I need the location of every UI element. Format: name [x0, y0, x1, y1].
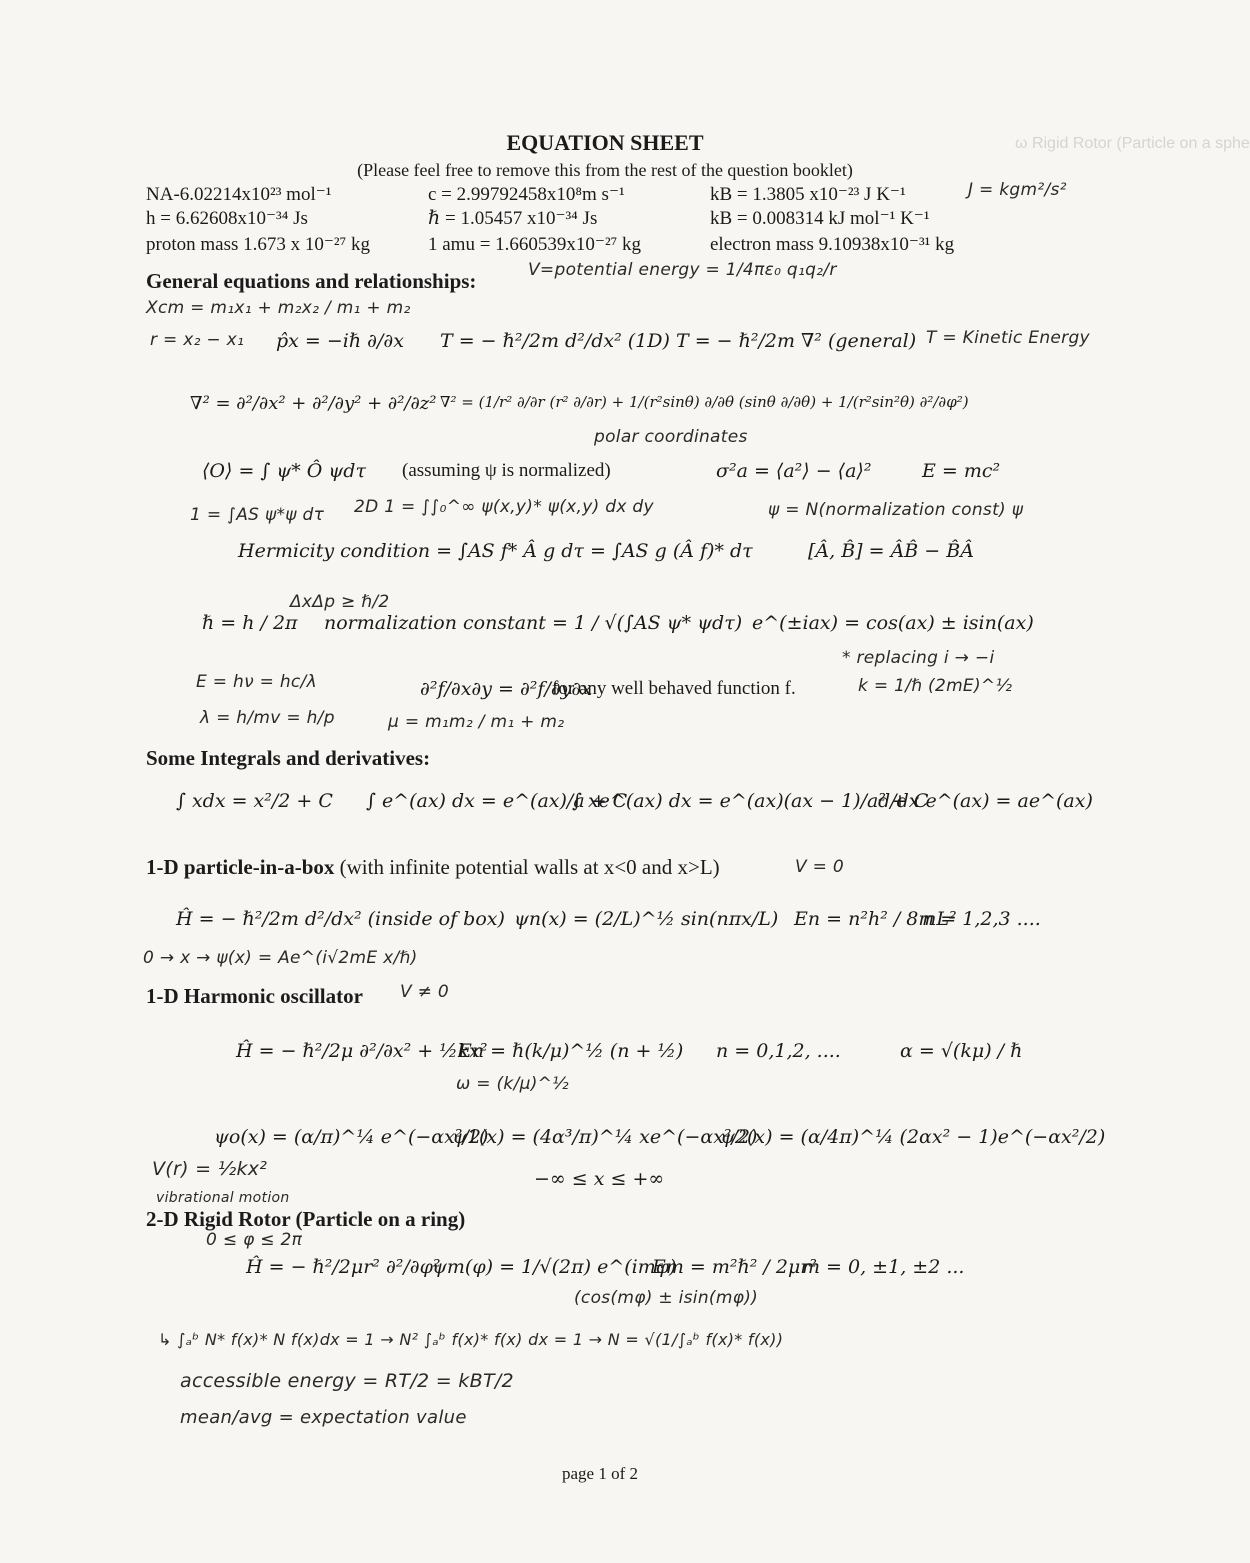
page-number: page 1 of 2	[561, 1464, 638, 1483]
constant-proton-mass: proton mass 1.673 x 10⁻²⁷ kg	[146, 234, 370, 255]
eq-rotor-energy: Em = m²ℏ² / 2μr²	[652, 1256, 817, 1278]
eq-mass-energy: E = mc²	[922, 460, 1001, 482]
eq-rotor-quantum-number: m = 0, ±1, ±2 ...	[802, 1256, 965, 1278]
section-harmonic-oscillator: 1-D Harmonic oscillator	[146, 984, 363, 1008]
constant-boltzmann-kj: kB = 0.008314 kJ mol⁻¹ K⁻¹	[710, 208, 930, 229]
eq-box-quantum-number: n = 1,2,3 ....	[922, 908, 1041, 930]
eq-kinetic-1d: T = − ℏ²/2m d²/dx² (1D)	[440, 330, 670, 352]
eq-ho-psi2: ψ2(x) = (α/4π)^¼ (2αx² − 1)e^(−αx²/2)	[720, 1126, 1106, 1148]
eq-derivative-exp: d/dx e^(ax) = ae^(ax)	[878, 790, 1093, 812]
constant-planck: h = 6.62608x10⁻³⁴ Js	[146, 208, 308, 229]
note-free-particle: 0 → x → ψ(x) = Ae^(i√2mE x/ℏ)	[143, 948, 418, 968]
eq-expectation-value: ⟨O⟩ = ∫ ψ* Ô ψdτ	[202, 460, 366, 482]
eq-rotor-wavefunction: ψm(φ) = 1/√(2π) e^(imφ)	[432, 1256, 677, 1278]
eq-box-wavefunction: ψn(x) = (2/L)^½ sin(nπx/L)	[514, 908, 779, 930]
section-rigid-rotor: 2-D Rigid Rotor (Particle on a ring)	[146, 1207, 466, 1231]
eq-integral-xexp: ∫ xe^(ax) dx = e^(ax)(ax − 1)/a² + C	[572, 790, 929, 812]
eq-integral-x: ∫ xdx = x²/2 + C	[176, 790, 333, 812]
eq-hbar: ℏ = h / 2π	[202, 612, 298, 634]
eq-ho-energy: En = ℏ(k/μ)^½ (n + ½)	[458, 1040, 684, 1062]
note-normalization-2d: 2D 1 = ∫∫₀^∞ ψ(x,y)* ψ(x,y) dx dy	[354, 497, 654, 517]
note-harmonic-potential: V(r) = ½kx²	[152, 1158, 268, 1180]
eq-momentum-operator: p̂x = −iℏ ∂/∂x	[276, 330, 404, 352]
constant-boltzmann-j: kB = 1.3805 x10⁻²³ J K⁻¹	[710, 184, 906, 205]
eq-integral-exp: ∫ e^(ax) dx = e^(ax)/a + C	[366, 790, 628, 812]
note-potential-energy: V=potential energy = 1/4πε₀ q₁q₂/r	[528, 260, 837, 280]
eq-expectation-note: (assuming ψ is normalized)	[402, 460, 611, 481]
handwritten-joule-units: J = kgm²/s²	[968, 180, 1067, 200]
note-polar-coordinates: polar coordinates	[594, 427, 748, 447]
note-accessible-energy: accessible energy = RT/2 = kBT/2	[180, 1370, 514, 1392]
bleed-through: ω Rigid Rotor (Particle on a sphe	[1015, 135, 1250, 152]
eq-box-energy: En = n²h² / 8mL²	[794, 908, 957, 930]
note-relative-coordinate: r = x₂ − x₁	[150, 330, 245, 350]
eq-ho-hamiltonian: Ĥ = − ℏ²/2μ ∂²/∂x² + ½kx²	[236, 1040, 488, 1062]
eq-box-hamiltonian: Ĥ = − ℏ²/2m d²/dx² (inside of box)	[176, 908, 505, 930]
note-normalization-const: ψ = N(normalization const) ψ	[768, 500, 1024, 520]
note-vibrational-motion: vibrational motion	[156, 1190, 290, 1206]
eq-euler: e^(±iax) = cos(ax) ± isin(ax)	[752, 612, 1034, 634]
eq-laplacian-polar: ∇² = (1/r² ∂/∂r (r² ∂/∂r) + 1/(r²sinθ) ∂/∂θ (sinθ ∂/∂θ) + 1/(r²sin²θ) ∂²/∂φ²)	[440, 393, 969, 411]
eq-ho-range: −∞ ≤ x ≤ +∞	[534, 1168, 665, 1190]
note-reduced-mass: μ = m₁m₂ / m₁ + m₂	[388, 712, 565, 732]
note-uncertainty: ΔxΔp ≥ ℏ/2	[290, 592, 390, 612]
eq-variance: σ²a = ⟨a²⟩ − ⟨a⟩²	[716, 460, 872, 482]
constant-amu: 1 amu = 1.660539x10⁻²⁷ kg	[428, 234, 642, 255]
eq-ho-psi1: ψ1(x) = (4α³/π)^¼ xe^(−αx²/2)	[452, 1126, 758, 1148]
eq-rotor-hamiltonian: Ĥ = − ℏ²/2μr² ∂²/∂φ²	[246, 1256, 441, 1278]
note-photon-energy: E = hν = hc/λ	[196, 672, 317, 692]
note-euler-expansion: (cos(mφ) ± isin(mφ))	[574, 1288, 759, 1308]
page-title: EQUATION SHEET	[506, 130, 704, 155]
eq-ho-psi0: ψo(x) = (α/π)^¼ e^(−αx²/2)	[214, 1126, 489, 1148]
note-normalization-1d: 1 = ∫AS ψ*ψ dτ	[190, 505, 325, 525]
page-subtitle: (Please feel free to remove this from the rest of the question booklet)	[357, 160, 853, 180]
eq-commutator: [Â, B̂] = ÂB̂ − B̂Â	[808, 540, 974, 562]
note-v-zero: V = 0	[795, 857, 844, 877]
constant-hbar: ℏ = 1.05457 x10⁻³⁴ Js	[428, 208, 598, 229]
eq-mixed-partials-note: for any well behaved function f.	[552, 678, 796, 699]
note-expectation-value: mean/avg = expectation value	[180, 1407, 467, 1428]
constant-electron-mass: electron mass 9.10938x10⁻³¹ kg	[710, 234, 955, 255]
note-normalization-derivation: ↳ ∫ₐᵇ N* f(x)* N f(x)dx = 1 → N² ∫ₐᵇ f(x)* f(x) dx = 1 → N = √(1/∫ₐᵇ f(x)* f(x))	[158, 1330, 784, 1349]
section-integrals: Some Integrals and derivatives:	[146, 746, 431, 770]
note-v-nonzero: V ≠ 0	[400, 982, 449, 1002]
note-wavenumber: k = 1/ℏ (2mE)^½	[858, 676, 1013, 696]
note-replacing-i: * replacing i → −i	[842, 648, 995, 668]
eq-ho-alpha: α = √(kμ) / ℏ	[900, 1040, 1023, 1062]
eq-hermiticity: Hermicity condition = ∫AS f* Â g dτ = ∫AS g (Â f)* dτ	[238, 540, 753, 562]
eq-normalization-constant: normalization constant = 1 / √(∫AS ψ* ψdτ)	[324, 612, 743, 634]
note-center-of-mass: Xcm = m₁x₁ + m₂x₂ / m₁ + m₂	[146, 298, 411, 318]
eq-kinetic-general: T = − ℏ²/2m ∇² (general)	[676, 330, 917, 352]
section-particle-in-box-note: (with infinite potential walls at x<0 and x>L)	[339, 855, 720, 879]
note-kinetic-energy: T = Kinetic Energy	[926, 328, 1090, 348]
section-general: General equations and relationships:	[146, 269, 477, 293]
section-particle-in-box	[146, 855, 720, 880]
constant-avogadro: NA-6.02214x10²³ mol⁻¹	[146, 184, 332, 205]
note-de-broglie: λ = h/mv = h/p	[200, 708, 335, 728]
eq-laplacian-cartesian: ∇² = ∂²/∂x² + ∂²/∂y² + ∂²/∂z²	[190, 393, 437, 414]
eq-ho-quantum-number: n = 0,1,2, ....	[716, 1040, 841, 1062]
section-particle-in-box-title: 1-D particle-in-a-box	[146, 855, 335, 879]
note-phi-range: 0 ≤ φ ≤ 2π	[206, 1230, 303, 1250]
note-angular-frequency: ω = (k/μ)^½	[456, 1074, 569, 1094]
constant-speed-of-light: c = 2.99792458x10⁸m s⁻¹	[428, 184, 625, 205]
eq-mixed-partials: ∂²f/∂x∂y = ∂²f/∂y∂x	[420, 678, 592, 700]
